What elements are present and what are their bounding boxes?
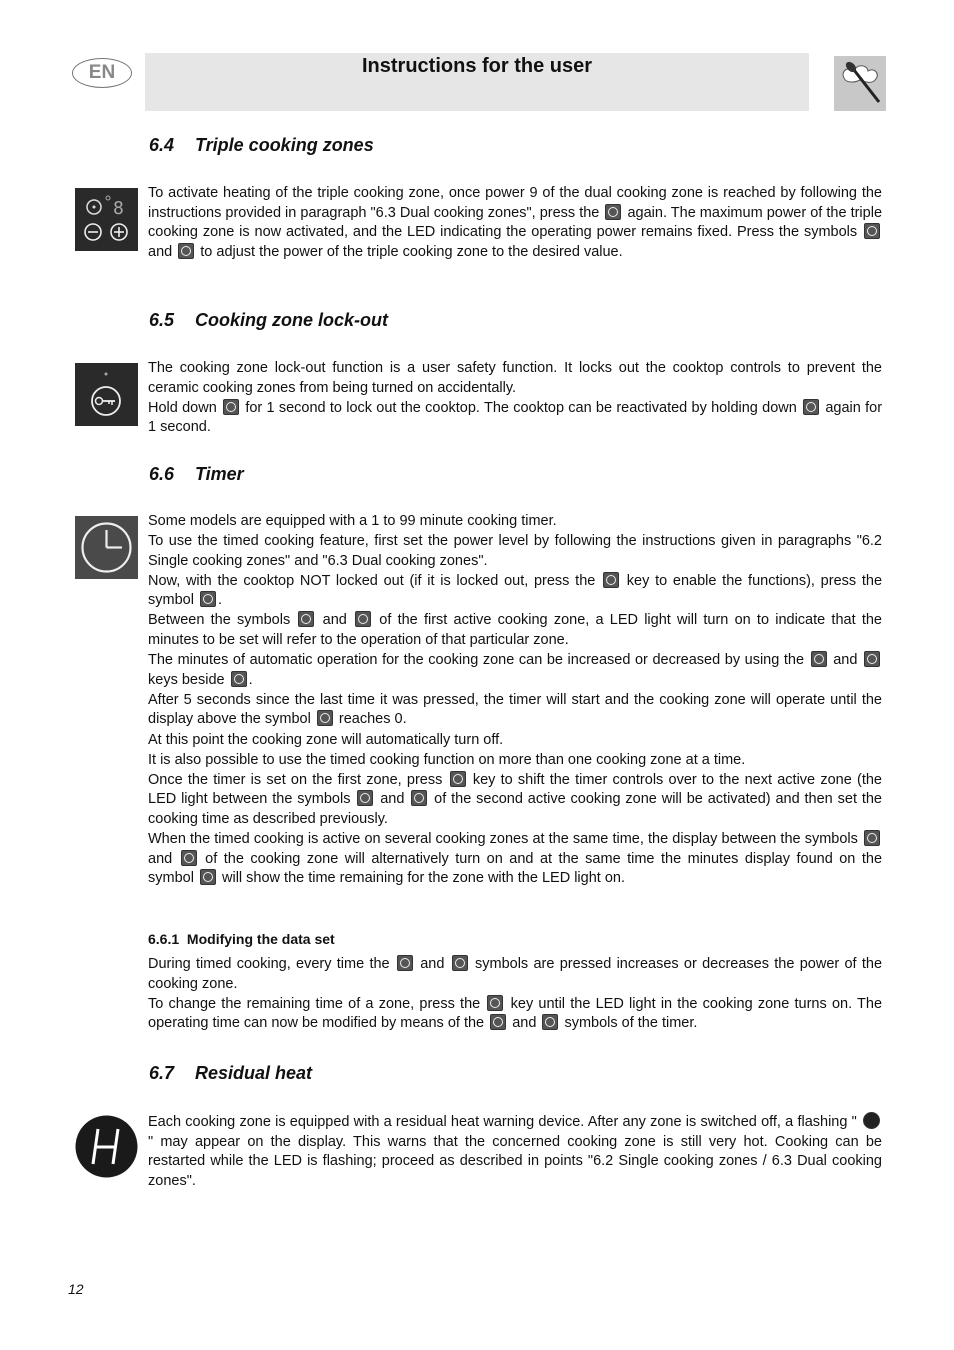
section-6-6-1-text: During timed cooking, every time the and symbols are pressed increases or decreases the power of the cooking zone. To change the remaining time of a zone, press the key until the LED light in the cooking zone turns on. The operating time can now be modified by means of the and symbols of the timer. [148, 956, 883, 1032]
residual-heat-icon [75, 1115, 138, 1178]
page-number: 12 [68, 1281, 84, 1297]
section-6-4-heading: 6.4 Triple cooking zones [149, 135, 374, 155]
section-6-6-heading: 6.6 Timer [149, 464, 244, 484]
minus-icon [181, 850, 197, 866]
timer-icon [231, 671, 247, 687]
plus-icon [298, 611, 314, 627]
section-6-6-text: Some models are equipped with a 1 to 99 minute cooking timer. To use the timed cooking feature, first set the power level by following the instructions given in paragraphs "6.2 Single cooking zones" and "6.3 Dual cooking zones". Now, with the cooktop NOT locked out (if it is locked out, press the key to enable the functions), press the symbol . Between the symbols and of the first active cooking zone, a LED light will turn on to indicate that the minutes to be set will refer to the operation of that particular zone. The minutes of automatic operation for the cooking zone can be increased or decreased by using the and keys beside . After 5 seconds since the last time it was pressed, the timer will start and the cooking zone will operate until the display above the symbol reaches 0. At this point the cooking zone will automatically turn off. It is also possible to use the timed cooking function on more than one cooking zone at a time. Once the timer is set on the first zone, press key to shift the timer controls over to the next active zone (the LED light between the symbols and of the second active cooking zone will be activated) and then set the cooking time as described previously. When the timed cooking is active on several cooking zones at the same time, the display between the symbols and of the cooking zone will alternatively turn on and at the same time the minutes display found on the symbol will show the time remaining for the zone with the LED light on. [148, 513, 883, 887]
minus-icon [178, 243, 194, 259]
page-title: Instructions for the user [361, 55, 593, 77]
residual-heat-h-icon [863, 1112, 880, 1129]
plus-icon [864, 223, 880, 239]
section-6-5-text: The cooking zone lock-out function is a user safety function. It locks out the cooktop controls to prevent the ceramic cooking zones from being turned on accidentally. Hold down for 1 second to lock out the cooktop. The cooktop can be reactivated by holding down again for 1 second. [148, 360, 883, 436]
chef-logo-icon [834, 56, 886, 111]
svg-text:8: 8 [113, 198, 124, 219]
section-6-6-1-heading: 6.6.1 Modifying the data set [148, 931, 335, 947]
plus-icon [811, 651, 827, 667]
plus-icon [397, 955, 413, 971]
section-6-4-text: To activate heating of the triple cooking zone, once power 9 of the dual cooking zone is reached by following the instructions provided in paragraph "6.3 Dual cooking zones", press the again. The maximum power of the triple cooking zone is now activated, and the LED indicating the operating power remains fixed. Press the symbols and to adjust the power of the triple cooking zone to the desired value. [148, 185, 883, 260]
section-6-7-heading: 6.7 Residual heat [149, 1063, 313, 1083]
timer-icon [200, 591, 216, 607]
key-icon [603, 572, 619, 588]
dual-zone-icon [605, 204, 621, 220]
plus-icon [864, 830, 880, 846]
control-panel-icon [75, 188, 138, 251]
timer-icon [200, 869, 216, 885]
language-badge: EN [72, 58, 132, 88]
timer-icon [487, 995, 503, 1011]
key-icon [223, 399, 239, 415]
section-6-7-text: Each cooking zone is equipped with a residual heat warning device. After any zone is switched off, a flashing " " may appear on the display. This warns that the concerned cooking zone is still very hot. Cooking can be restarted while the LED is flashing; proceed as described in points "6.2 Single cooking zones / 6.3 Dual cooking zones". [148, 1114, 882, 1189]
header-bar [145, 53, 809, 111]
key-icon [803, 399, 819, 415]
timer-clock-icon [75, 516, 138, 579]
timer-icon [450, 771, 466, 787]
timer-icon [317, 710, 333, 726]
plus-icon [357, 790, 373, 806]
section-6-5-heading: 6.5 Cooking zone lock-out [149, 310, 388, 330]
minus-icon [864, 651, 880, 667]
minus-icon [411, 790, 427, 806]
plus-icon [490, 1014, 506, 1030]
minus-icon [355, 611, 371, 627]
minus-icon [542, 1014, 558, 1030]
key-lock-icon [75, 363, 138, 426]
minus-icon [452, 955, 468, 971]
